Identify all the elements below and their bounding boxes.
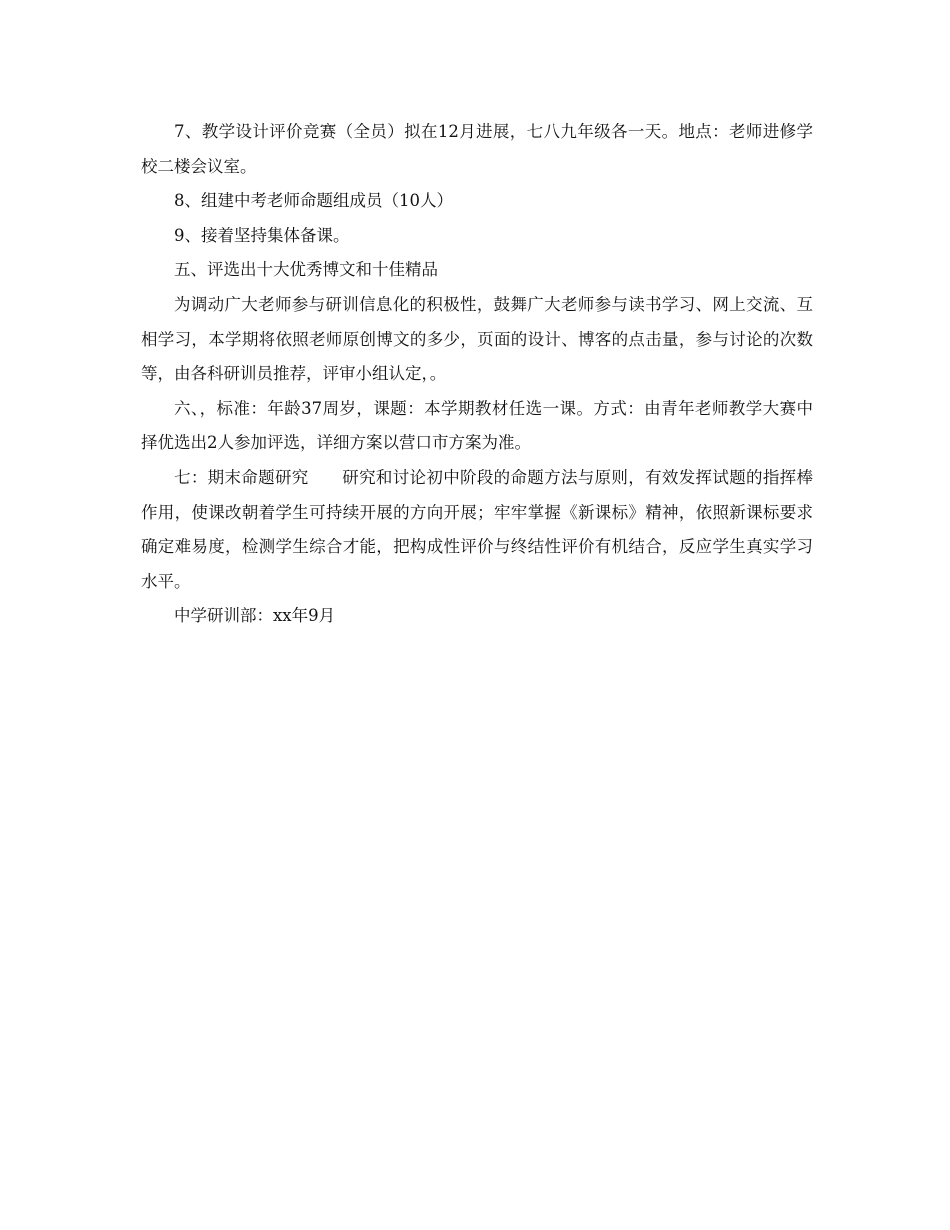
paragraph-item-7: 7、教学设计评价竞赛（全员）拟在12月进展，七八九年级各一天。地点：老师进修学校二楼会议室。: [141, 122, 813, 176]
signature-line: 中学研训部：xx年9月: [174, 606, 336, 626]
document-body: [141, 115, 813, 634]
paragraph-blog-selection: 为调动广大老师参与研训信息化的积极性，鼓舞广大老师参与读书学习、网上交流、互相学习，本学期将依照老师原创博文的多少，页面的设计、博客的点击量，参与讨论的次数等，由各科研训员推荐，评审小组认定，。: [141, 294, 813, 384]
paragraph-item-8: 8、组建中考老师命题组成员（10人）: [174, 191, 453, 211]
section-6-paragraph: 六、，标准：年龄37周岁，课题：本学期教材任选一课。方式：由青年老师教学大赛中择优选出2人参加评选，详细方案以营口市方案为准。: [141, 398, 813, 453]
section-7-paragraph: 七：期末命题研究 研究和讨论初中阶段的命题方法与原则，有效发挥试题的指挥棒作用，使课改朝着学生可持续开展的方向开展；牢牢掌握《新课标》精神，依照新课标要求确定难易度，检测学生综合才能，把构成性评价与终结性评价有机结合，反应学生真实学习水平。: [141, 467, 813, 591]
section-heading-5: 五、评选出十大优秀博文和十佳精品: [174, 260, 438, 280]
paragraph-item-9: 9、接着坚持集体备课。: [174, 225, 350, 245]
